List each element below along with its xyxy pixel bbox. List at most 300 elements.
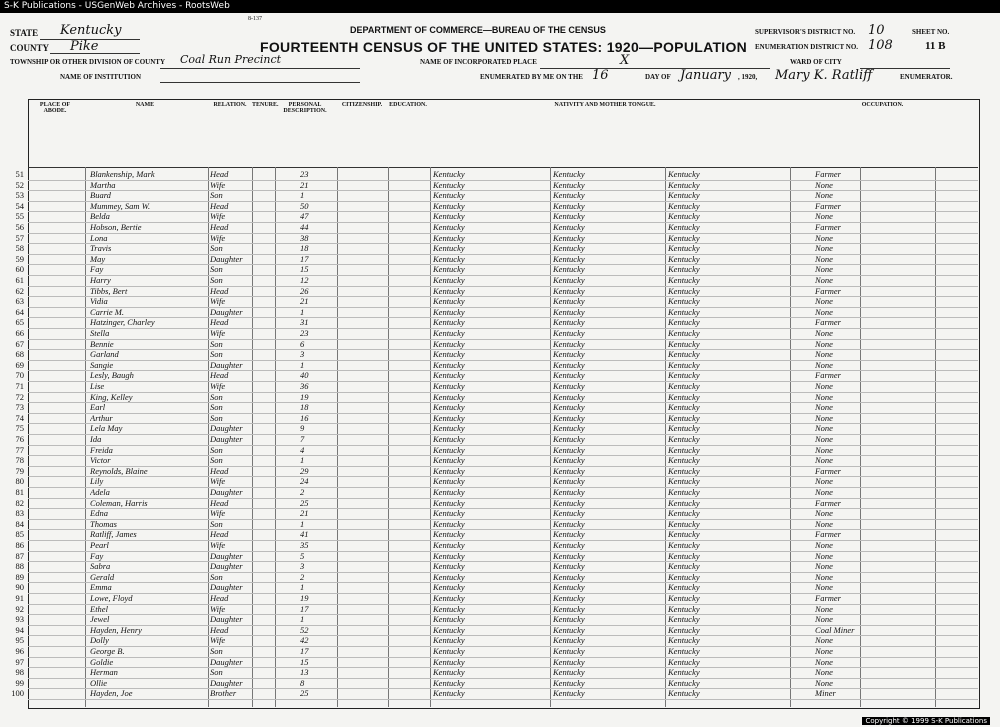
row-number: 84 — [15, 518, 24, 529]
occupation: Farmer — [815, 222, 841, 232]
row-number: 60 — [15, 264, 24, 275]
occupation: None — [815, 646, 833, 656]
birthplace-mother: Kentucky — [668, 328, 700, 338]
person-name: King, Kelley — [90, 391, 133, 402]
birthplace-mother: Kentucky — [668, 455, 700, 466]
enumeration-day: 16 — [592, 68, 609, 83]
birthplace-mother: Kentucky — [668, 603, 700, 614]
person-name: Coleman, Harris — [90, 497, 148, 508]
occupation: None — [815, 635, 833, 646]
occupation: Farmer — [815, 529, 841, 540]
row-number: 87 — [15, 550, 24, 561]
person-relation: Wife — [210, 296, 226, 307]
occupation: None — [815, 603, 833, 614]
department-heading: DEPARTMENT OF COMMERCE—BUREAU OF THE CENSUS — [350, 25, 606, 35]
birthplace-father: Kentucky — [553, 391, 585, 402]
person-relation: Head — [210, 497, 229, 508]
occupation: None — [815, 582, 833, 593]
person-relation: Son — [210, 338, 223, 349]
enumerated-label: ENUMERATED BY ME ON THE — [480, 73, 583, 81]
row-number: 52 — [15, 179, 24, 190]
row-number: 80 — [15, 476, 24, 487]
birthplace-person: Kentucky — [433, 391, 465, 402]
section-citizenship: CITIZENSHIP. — [341, 102, 383, 108]
birthplace-mother: Kentucky — [668, 465, 700, 476]
person-name: Lise — [90, 381, 105, 391]
person-name: Ratliff, James — [90, 529, 137, 540]
county-label: COUNTY — [10, 43, 50, 53]
person-age: 21 — [300, 296, 309, 307]
person-name: Vidia — [90, 296, 108, 307]
person-age: 36 — [300, 381, 309, 391]
person-name: Pearl — [90, 540, 109, 550]
row-number: 95 — [15, 635, 24, 646]
person-age: 25 — [300, 497, 309, 508]
birthplace-mother: Kentucky — [668, 518, 700, 529]
section-occupation: OCCUPATION. — [861, 102, 904, 108]
birthplace-person: Kentucky — [433, 561, 465, 572]
ward-label: WARD OF CITY — [790, 58, 842, 66]
occupation: Coal Miner — [815, 624, 855, 635]
birthplace-father: Kentucky — [553, 275, 585, 285]
person-age: 29 — [300, 465, 309, 476]
birthplace-person: Kentucky — [433, 540, 465, 550]
birthplace-mother: Kentucky — [668, 285, 700, 296]
occupation: Farmer — [815, 497, 841, 508]
person-relation: Son — [210, 667, 223, 678]
person-name: Ida — [90, 434, 102, 444]
person-name: Fay — [90, 550, 104, 561]
birthplace-mother: Kentucky — [668, 359, 700, 370]
birthplace-mother: Kentucky — [668, 338, 700, 349]
institution-label: NAME OF INSTITUTION — [60, 73, 142, 81]
person-name: Jewel — [90, 614, 110, 625]
row-number: 89 — [15, 571, 24, 582]
birthplace-mother: Kentucky — [668, 179, 700, 190]
person-name: Lesly, Baugh — [90, 370, 134, 381]
person-name: Victor — [90, 455, 111, 466]
person-relation: Daughter — [210, 434, 243, 444]
person-relation: Daughter — [210, 677, 243, 688]
copyright: Copyright © 1999 S-K Publications — [862, 717, 990, 725]
row-number: 100 — [11, 688, 24, 699]
occupation: None — [815, 434, 833, 444]
person-age: 2 — [300, 487, 305, 497]
person-age: 42 — [300, 635, 309, 646]
supervisor-number: 10 — [868, 23, 885, 38]
person-name: George B. — [90, 646, 125, 656]
person-relation: Daughter — [210, 582, 243, 593]
person-name: Herman — [90, 667, 118, 678]
person-name: Freida — [90, 444, 113, 455]
person-name: Harry — [90, 275, 111, 285]
person-age: 52 — [300, 624, 309, 635]
birthplace-person: Kentucky — [433, 306, 465, 317]
occupation: None — [815, 328, 833, 338]
birthplace-person: Kentucky — [433, 656, 465, 667]
row-number: 75 — [15, 423, 24, 434]
enumeration-month: January — [680, 68, 732, 83]
person-relation: Son — [210, 402, 223, 413]
person-relation: Head — [210, 370, 229, 381]
incorporated-value: X — [620, 53, 630, 68]
row-number: 70 — [15, 370, 24, 381]
person-age: 23 — [300, 169, 309, 179]
birthplace-person: Kentucky — [433, 190, 465, 201]
birthplace-father: Kentucky — [553, 497, 585, 508]
enumerator-name: Mary K. Ratliff — [775, 68, 873, 83]
row-number: 74 — [15, 412, 24, 423]
birthplace-person: Kentucky — [433, 285, 465, 296]
birthplace-mother: Kentucky — [668, 391, 700, 402]
row-number: 72 — [15, 391, 24, 402]
year-label: , 1920, — [738, 73, 758, 81]
occupation: Farmer — [815, 370, 841, 381]
person-name: Hayden, Joe — [90, 688, 133, 699]
birthplace-person: Kentucky — [433, 349, 465, 360]
person-age: 47 — [300, 211, 309, 222]
person-relation: Son — [210, 455, 223, 466]
occupation: None — [815, 412, 833, 423]
birthplace-mother: Kentucky — [668, 624, 700, 635]
person-name: Goldie — [90, 656, 114, 667]
birthplace-mother: Kentucky — [668, 306, 700, 317]
person-relation: Wife — [210, 232, 226, 243]
person-age: 1 — [300, 614, 305, 625]
person-name: Hayden, Henry — [90, 624, 142, 635]
birthplace-mother: Kentucky — [668, 222, 700, 232]
row-number: 51 — [15, 169, 24, 179]
birthplace-father: Kentucky — [553, 253, 585, 264]
birthplace-person: Kentucky — [433, 381, 465, 391]
occupation: None — [815, 667, 833, 678]
birthplace-person: Kentucky — [433, 508, 465, 519]
row-number: 73 — [15, 402, 24, 413]
birthplace-father: Kentucky — [553, 232, 585, 243]
state-label: STATE — [10, 28, 39, 38]
birthplace-father: Kentucky — [553, 582, 585, 593]
form-number: 8-137 — [248, 16, 262, 22]
birthplace-person: Kentucky — [433, 211, 465, 222]
person-name: Fay — [90, 264, 104, 275]
person-relation: Daughter — [210, 359, 243, 370]
occupation: Farmer — [815, 465, 841, 476]
person-name: Mummey, Sam W. — [90, 200, 151, 211]
person-name: Bennie — [90, 338, 114, 349]
person-age: 44 — [300, 222, 309, 232]
person-name: Garland — [90, 349, 119, 360]
person-age: 15 — [300, 264, 309, 275]
person-relation: Son — [210, 243, 223, 254]
occupation: None — [815, 508, 833, 519]
person-relation: Daughter — [210, 487, 243, 497]
row-number: 99 — [15, 677, 24, 688]
birthplace-father: Kentucky — [553, 211, 585, 222]
row-number: 71 — [15, 381, 24, 391]
birthplace-father: Kentucky — [553, 656, 585, 667]
person-age: 3 — [300, 561, 305, 572]
person-name: Earl — [90, 402, 106, 413]
row-number: 88 — [15, 561, 24, 572]
township-label: TOWNSHIP OR OTHER DIVISION OF COUNTY — [10, 58, 165, 66]
occupation: None — [815, 232, 833, 243]
person-name: Carrie M. — [90, 306, 124, 317]
occupation: None — [815, 476, 833, 487]
person-age: 21 — [300, 179, 309, 190]
birthplace-person: Kentucky — [433, 603, 465, 614]
birthplace-mother: Kentucky — [668, 423, 700, 434]
birthplace-mother: Kentucky — [668, 264, 700, 275]
row-number: 67 — [15, 338, 24, 349]
birthplace-father: Kentucky — [553, 264, 585, 275]
birthplace-mother: Kentucky — [668, 677, 700, 688]
birthplace-father: Kentucky — [553, 529, 585, 540]
person-relation: Wife — [210, 508, 226, 519]
section-education: EDUCATION. — [389, 102, 427, 108]
birthplace-mother: Kentucky — [668, 593, 700, 603]
birthplace-mother: Kentucky — [668, 232, 700, 243]
person-age: 35 — [300, 540, 309, 550]
person-name: Edna — [90, 508, 108, 519]
birthplace-person: Kentucky — [433, 264, 465, 275]
birthplace-mother: Kentucky — [668, 370, 700, 381]
occupation: None — [815, 264, 833, 275]
row-number: 90 — [15, 582, 24, 593]
person-relation: Son — [210, 444, 223, 455]
state-value: Kentucky — [60, 23, 122, 38]
person-age: 15 — [300, 656, 309, 667]
birthplace-person: Kentucky — [433, 455, 465, 466]
person-relation: Daughter — [210, 614, 243, 625]
birthplace-person: Kentucky — [433, 412, 465, 423]
row-number: 64 — [15, 306, 24, 317]
person-age: 38 — [300, 232, 309, 243]
person-age: 8 — [300, 677, 305, 688]
birthplace-person: Kentucky — [433, 465, 465, 476]
birthplace-father: Kentucky — [553, 540, 585, 550]
birthplace-mother: Kentucky — [668, 317, 700, 328]
occupation: None — [815, 338, 833, 349]
person-name: Martha — [90, 179, 116, 190]
birthplace-father: Kentucky — [553, 434, 585, 444]
person-age: 1 — [300, 518, 305, 529]
person-age: 26 — [300, 285, 309, 296]
birthplace-father: Kentucky — [553, 593, 585, 603]
birthplace-person: Kentucky — [433, 444, 465, 455]
birthplace-person: Kentucky — [433, 614, 465, 625]
row-number: 69 — [15, 359, 24, 370]
occupation: None — [815, 571, 833, 582]
occupation: Farmer — [815, 593, 841, 603]
birthplace-mother: Kentucky — [668, 253, 700, 264]
row-number: 62 — [15, 285, 24, 296]
person-age: 6 — [300, 338, 305, 349]
person-relation: Wife — [210, 179, 226, 190]
person-age: 12 — [300, 275, 309, 285]
person-name: Adela — [90, 487, 110, 497]
row-number: 83 — [15, 508, 24, 519]
birthplace-mother: Kentucky — [668, 200, 700, 211]
row-number: 85 — [15, 529, 24, 540]
row-number: 63 — [15, 296, 24, 307]
person-name: Ethel — [90, 603, 108, 614]
person-relation: Son — [210, 518, 223, 529]
occupation: Farmer — [815, 317, 841, 328]
birthplace-person: Kentucky — [433, 434, 465, 444]
row-number: 78 — [15, 455, 24, 466]
person-name: Dolly — [90, 635, 109, 646]
birthplace-father: Kentucky — [553, 667, 585, 678]
person-age: 19 — [300, 391, 309, 402]
birthplace-person: Kentucky — [433, 296, 465, 307]
birthplace-father: Kentucky — [553, 306, 585, 317]
person-relation: Son — [210, 190, 223, 201]
occupation: None — [815, 423, 833, 434]
enumerator-label: ENUMERATOR. — [900, 73, 953, 81]
person-age: 1 — [300, 306, 305, 317]
birthplace-mother: Kentucky — [668, 296, 700, 307]
birthplace-person: Kentucky — [433, 646, 465, 656]
occupation: None — [815, 296, 833, 307]
birthplace-father: Kentucky — [553, 571, 585, 582]
occupation: None — [815, 656, 833, 667]
birthplace-mother: Kentucky — [668, 487, 700, 497]
occupation: None — [815, 518, 833, 529]
birthplace-father: Kentucky — [553, 222, 585, 232]
person-age: 17 — [300, 253, 309, 264]
birthplace-father: Kentucky — [553, 349, 585, 360]
occupation: None — [815, 677, 833, 688]
birthplace-person: Kentucky — [433, 582, 465, 593]
occupation: None — [815, 540, 833, 550]
person-age: 31 — [300, 317, 309, 328]
birthplace-person: Kentucky — [433, 476, 465, 487]
person-relation: Wife — [210, 381, 226, 391]
person-relation: Daughter — [210, 561, 243, 572]
person-relation: Son — [210, 412, 223, 423]
row-number: 93 — [15, 614, 24, 625]
row-number: 76 — [15, 434, 24, 444]
person-relation: Daughter — [210, 656, 243, 667]
birthplace-father: Kentucky — [553, 169, 585, 179]
birthplace-person: Kentucky — [433, 222, 465, 232]
birthplace-person: Kentucky — [433, 328, 465, 338]
birthplace-mother: Kentucky — [668, 381, 700, 391]
row-number: 65 — [15, 317, 24, 328]
birthplace-father: Kentucky — [553, 200, 585, 211]
birthplace-mother: Kentucky — [668, 434, 700, 444]
birthplace-mother: Kentucky — [668, 540, 700, 550]
occupation: None — [815, 487, 833, 497]
birthplace-person: Kentucky — [433, 550, 465, 561]
person-age: 21 — [300, 508, 309, 519]
birthplace-father: Kentucky — [553, 677, 585, 688]
row-number: 77 — [15, 444, 24, 455]
occupation: Farmer — [815, 285, 841, 296]
person-age: 25 — [300, 688, 309, 699]
person-relation: Daughter — [210, 550, 243, 561]
section-personal: PERSONAL DESCRIPTION. — [283, 102, 327, 114]
row-number: 86 — [15, 540, 24, 550]
person-relation: Head — [210, 285, 229, 296]
birthplace-father: Kentucky — [553, 338, 585, 349]
occupation: None — [815, 550, 833, 561]
birthplace-father: Kentucky — [553, 624, 585, 635]
person-age: 1 — [300, 190, 305, 201]
sheet-number: 11 B — [925, 40, 946, 52]
census-sheet — [0, 13, 1000, 727]
person-relation: Son — [210, 264, 223, 275]
person-relation: Head — [210, 593, 229, 603]
birthplace-mother: Kentucky — [668, 667, 700, 678]
person-age: 1 — [300, 455, 305, 466]
person-name: Tibbs, Bert — [90, 285, 128, 296]
birthplace-father: Kentucky — [553, 561, 585, 572]
birthplace-person: Kentucky — [433, 635, 465, 646]
birthplace-person: Kentucky — [433, 232, 465, 243]
person-name: Emma — [90, 582, 112, 593]
birthplace-father: Kentucky — [553, 285, 585, 296]
window-title: S-K Publications - USGenWeb Archives - RootsWeb — [0, 0, 1000, 13]
occupation: None — [815, 561, 833, 572]
birthplace-person: Kentucky — [433, 338, 465, 349]
enumeration-district-number: 108 — [868, 38, 893, 53]
birthplace-person: Kentucky — [433, 359, 465, 370]
occupation: None — [815, 391, 833, 402]
person-age: 19 — [300, 593, 309, 603]
birthplace-father: Kentucky — [553, 550, 585, 561]
person-relation: Wife — [210, 476, 226, 487]
birthplace-mother: Kentucky — [668, 243, 700, 254]
row-number: 58 — [15, 243, 24, 254]
birthplace-father: Kentucky — [553, 603, 585, 614]
birthplace-mother: Kentucky — [668, 529, 700, 540]
birthplace-mother: Kentucky — [668, 169, 700, 179]
birthplace-person: Kentucky — [433, 677, 465, 688]
birthplace-father: Kentucky — [553, 476, 585, 487]
row-number: 53 — [15, 190, 24, 201]
birthplace-father: Kentucky — [553, 381, 585, 391]
birthplace-mother: Kentucky — [668, 635, 700, 646]
supervisor-label: SUPERVISOR'S DISTRICT NO. — [755, 28, 856, 36]
person-relation: Son — [210, 349, 223, 360]
section-place-of-abode: PLACE OF ABODE. — [39, 102, 71, 114]
section-tenure: TENURE. — [252, 102, 279, 108]
person-age: 23 — [300, 328, 309, 338]
person-age: 1 — [300, 582, 305, 593]
birthplace-person: Kentucky — [433, 529, 465, 540]
person-relation: Son — [210, 571, 223, 582]
person-name: Lowe, Floyd — [90, 593, 133, 603]
occupation: Miner — [815, 688, 836, 699]
birthplace-mother: Kentucky — [668, 656, 700, 667]
person-relation: Daughter — [210, 306, 243, 317]
person-age: 17 — [300, 603, 309, 614]
enumeration-district-label: ENUMERATION DISTRICT NO. — [755, 43, 859, 51]
person-age: 18 — [300, 402, 309, 413]
birthplace-mother: Kentucky — [668, 349, 700, 360]
occupation: None — [815, 381, 833, 391]
person-name: Hatzinger, Charley — [90, 317, 155, 328]
person-age: 40 — [300, 370, 309, 381]
person-name: Travis — [90, 243, 112, 254]
person-name: Buard — [90, 190, 111, 201]
birthplace-father: Kentucky — [553, 179, 585, 190]
row-number: 79 — [15, 465, 24, 476]
person-age: 24 — [300, 476, 309, 487]
birthplace-person: Kentucky — [433, 518, 465, 529]
occupation: None — [815, 306, 833, 317]
